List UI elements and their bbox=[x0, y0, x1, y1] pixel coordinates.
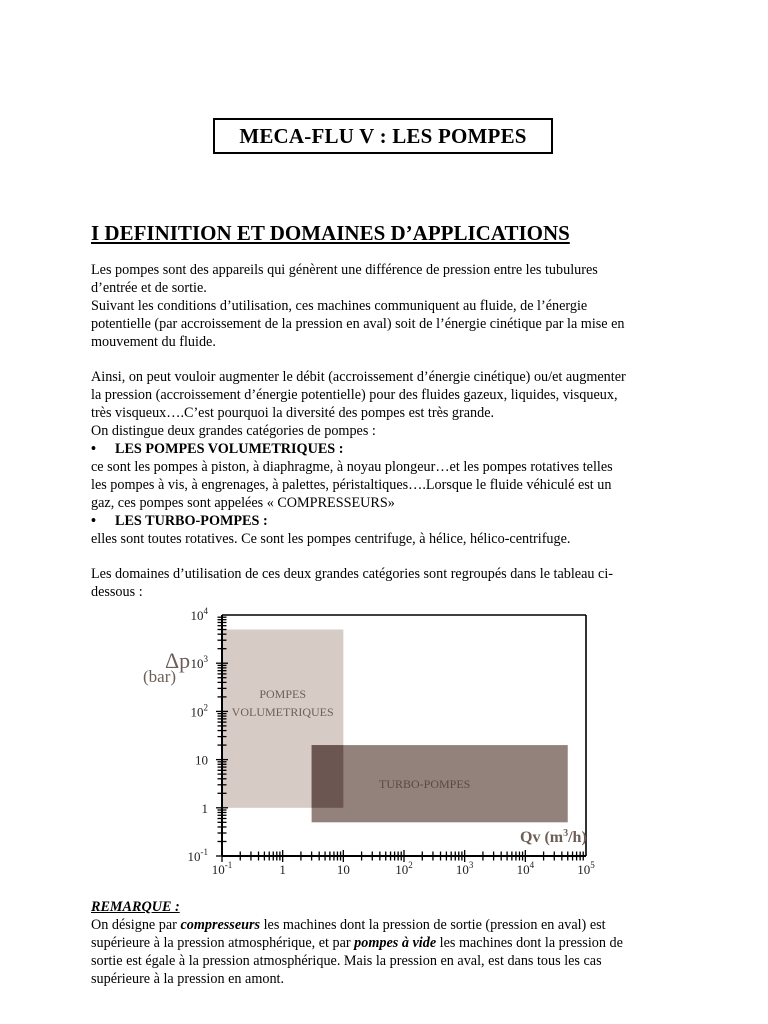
x-tick-label: $10^3$ bbox=[455, 860, 474, 877]
text-line: potentielle (par accroissement de la pression en aval) soit de l’énergie cinétique par la mise en bbox=[91, 316, 625, 332]
bullet-glyph: • bbox=[91, 513, 96, 529]
text-line: gaz, ces pompes sont appelées « COMPRESSEURS» bbox=[91, 495, 395, 511]
text-line: Les pompes sont des appareils qui génèrent une différence de pression entre les tubulures bbox=[91, 262, 598, 278]
text-line: d’entrée et de sortie. bbox=[91, 280, 207, 296]
text-line: la pression (accroissement d’énergie potentielle) pour des fluides gazeux, liquides, visqueux, bbox=[91, 387, 618, 403]
region-label-volumetriques: VOLUMETRIQUES bbox=[231, 705, 334, 719]
remark-text: supérieure à la pression atmosphérique, et par bbox=[91, 935, 355, 951]
remark-heading-text: REMARQUE : bbox=[91, 899, 180, 915]
text-line: ce sont les pompes à piston, à diaphragme, à noyau plongeur…et les pompes rotatives telles bbox=[91, 459, 613, 475]
text-line: très visqueux….C’est pourquoi la diversité des pompes est très grande. bbox=[91, 405, 495, 421]
text-line bbox=[91, 934, 691, 952]
text-line: Ainsi, on peut vouloir augmenter le débit (accroissement d’énergie cinétique) ou/et augmenter bbox=[91, 369, 626, 385]
remark-text: les machines dont la pression de bbox=[436, 935, 623, 951]
remark-block bbox=[91, 898, 691, 988]
text-line: mouvement du fluide. bbox=[91, 334, 216, 350]
bullet-label: LES POMPES VOLUMETRIQUES : bbox=[115, 441, 344, 457]
text-line: supérieure à la pression en amont. bbox=[91, 971, 285, 987]
text-line: les pompes à vis, à engrenages, à palettes, péristaltiques….Lorsque le fluide véhiculé est un bbox=[91, 477, 612, 493]
x-tick-label: 10 bbox=[336, 862, 350, 877]
bullet-label: LES TURBO-POMPES : bbox=[115, 513, 268, 529]
y-tick-label: $10^4$ bbox=[190, 606, 208, 623]
bullet-glyph: • bbox=[91, 441, 96, 457]
x-axis-label: Qv $(m^3/h)$ bbox=[520, 828, 587, 846]
remark-heading bbox=[91, 898, 691, 916]
x-tick-label: $10^5$ bbox=[577, 860, 595, 877]
remark-text: les machines dont la pression de sortie (pression en aval) est bbox=[260, 917, 606, 933]
y-axis-label-unit: (bar) bbox=[143, 667, 177, 686]
text-line: elles sont toutes rotatives. Ce sont les pompes centrifuge, à hélice, hélico-centrifuge. bbox=[91, 531, 571, 547]
x-tick-label: 1 bbox=[279, 862, 286, 877]
chart-regions bbox=[222, 630, 568, 823]
remark-text: On désigne par bbox=[91, 917, 181, 933]
region-label-volumetriques: POMPES bbox=[259, 687, 307, 701]
region-label-turbo: TURBO-POMPES bbox=[378, 777, 471, 791]
y-tick-label: $10^2$ bbox=[190, 702, 208, 720]
region-overlap bbox=[312, 745, 344, 808]
term-pompes-a-vide: pompes à vide bbox=[354, 935, 437, 951]
y-tick-label: 10 bbox=[195, 752, 208, 768]
x-tick-label: $10^4$ bbox=[516, 860, 535, 877]
text-line: Suivant les conditions d’utilisation, ces machines communiquent au fluide, de l’énergie bbox=[91, 298, 588, 314]
text-line: On distingue deux grandes catégories de pompes : bbox=[91, 423, 376, 439]
y-tick-label: $10^{-1}$ bbox=[187, 847, 208, 864]
term-compresseurs: compresseurs bbox=[180, 917, 261, 933]
chart-labels bbox=[143, 606, 595, 877]
x-tick-label: $10^2$ bbox=[395, 860, 413, 877]
section-heading: I DEFINITION ET DOMAINES D’APPLICATIONS bbox=[91, 221, 570, 245]
y-tick-label: $10^3$ bbox=[190, 654, 208, 672]
x-tick-label: $10^{-1}$ bbox=[211, 860, 233, 877]
text-line bbox=[91, 916, 691, 934]
y-axis-label-symbol: Δp bbox=[165, 648, 191, 673]
text-line: dessous : bbox=[91, 584, 143, 600]
text-line: sortie est égale à la pression atmosphérique. Mais la pression en aval, est dans tous les cas bbox=[91, 953, 602, 969]
page-title-text: MECA-FLU V : LES POMPES bbox=[239, 123, 527, 148]
y-tick-label: 1 bbox=[201, 800, 208, 816]
text-line: Les domaines d’utilisation de ces deux grandes catégories sont regroupés dans le tableau ci- bbox=[91, 566, 614, 582]
